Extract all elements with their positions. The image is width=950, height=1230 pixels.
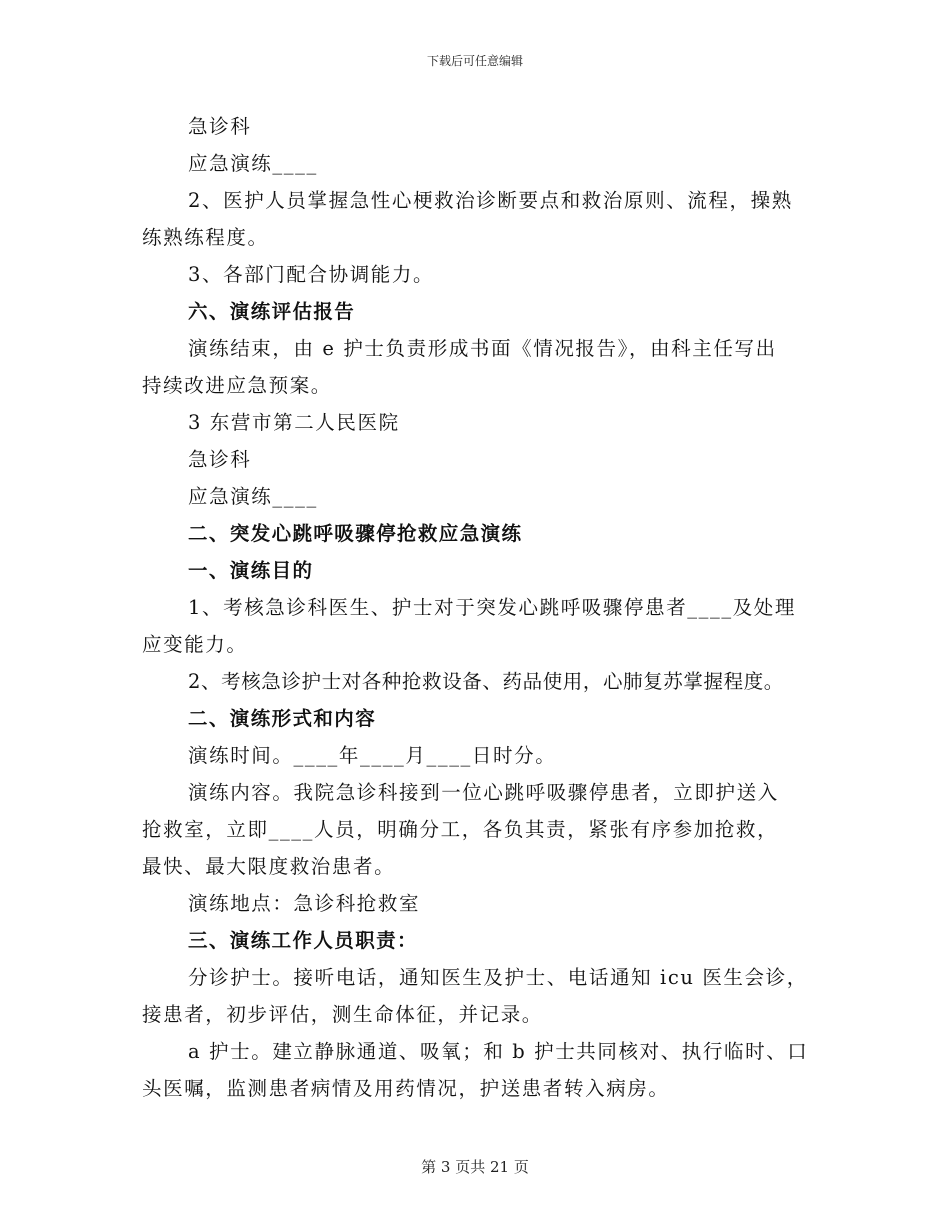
- text-line: 2、医护人员掌握急性心梗救治诊断要点和救治原则、流程，操熟: [188, 189, 793, 212]
- text-line: 1、考核急诊科医生、护士对于突发心跳呼吸骤停患者____及处理: [188, 596, 797, 619]
- text-line: 演练地点：急诊科抢救室: [188, 892, 421, 915]
- text-line: 抢救室，立即____人员，明确分工，各负其责，紧张有序参加抢救，: [142, 818, 779, 841]
- text-line: 应变能力。: [142, 633, 248, 656]
- section-heading: 一、演练目的: [188, 559, 314, 582]
- section-heading: 六、演练评估报告: [188, 300, 356, 323]
- text-line: 3、各部门配合协调能力。: [188, 263, 435, 286]
- text-line: 练熟练程度。: [142, 226, 269, 249]
- text-line: 分诊护士。接听电话，通知医生及护士、电话通知 icu 医生会诊，: [188, 966, 808, 989]
- text-line: 演练时间。____年____月____日时分。: [188, 744, 557, 767]
- text-line: 演练内容。我院急诊科接到一位心跳呼吸骤停患者，立即护送入: [188, 781, 779, 804]
- text-line: 演练结束，由 e 护士负责形成书面《情况报告》，由科主任写出: [188, 337, 777, 360]
- text-line: 应急演练____: [188, 152, 318, 175]
- text-line: 2、考核急诊护士对各种抢救设备、药品使用，心肺复苏掌握程度。: [188, 670, 784, 693]
- text-line: 急诊科: [188, 115, 252, 138]
- section-heading: 二、演练形式和内容: [188, 707, 377, 730]
- text-line: 3 东营市第二人民医院: [188, 411, 400, 434]
- section-heading: 二、突发心跳呼吸骤停抢救应急演练: [188, 522, 523, 545]
- text-line: 急诊科: [188, 448, 252, 471]
- text-line: 最快、最大限度救治患者。: [142, 855, 396, 878]
- page-header: 下载后可任意编辑: [426, 54, 523, 68]
- page-footer: 第 3 页共 21 页: [421, 1158, 529, 1176]
- text-line: 接患者，初步评估，测生命体征，并记录。: [142, 1003, 543, 1026]
- text-line: 持续改进应急预案。: [142, 374, 332, 397]
- text-line: 头医嘱，监测患者病情及用药情况，护送患者转入病房。: [142, 1077, 670, 1100]
- text-line: a 护士。建立静脉通道、吸氧；和 b 护士共同核对、执行临时、口: [188, 1040, 809, 1063]
- text-line: 应急演练____: [188, 485, 318, 508]
- section-heading: 三、演练工作人员职责：: [188, 929, 418, 952]
